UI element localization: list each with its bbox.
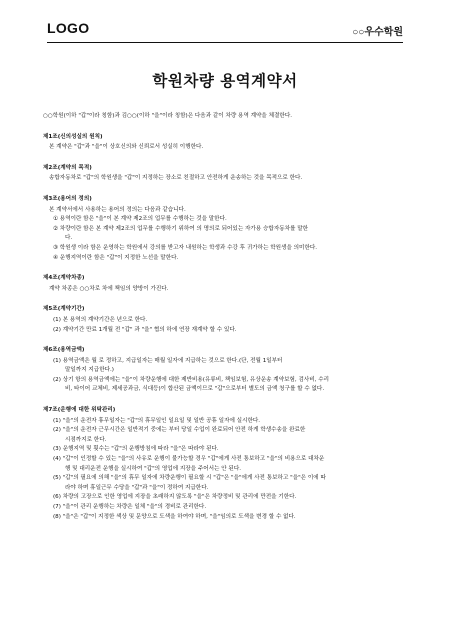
article-heading: 제2조(계약의 목적): [43, 164, 92, 171]
article-heading: 제1조(신의성실의 원칙): [43, 133, 103, 140]
article-line: (1) 본 용역의 계약기간은 년으로 한다.: [53, 316, 148, 323]
article-line: 말일까지 지급한다.): [65, 367, 114, 374]
intro-paragraph: ○○학원(이하 "갑"이라 칭함)과 김○○(이하 "을"이라 칭함)은 다음과 같이 차량 용역 계약을 체결한다.: [43, 113, 293, 119]
logo: LOGO: [47, 20, 90, 36]
article-line: (1) 용역금액은 월 로 정하고, 지급일자는 매월 일자에 지급하는 것으로 한다.(단, 전월 1일부터: [53, 357, 283, 364]
article-line: 송합자동차로 "갑"의 학원생을 "갑"이 지정하는 장소로 친절하고 안전하게 운송하는 것을 목적으로 한다.: [49, 175, 303, 182]
article-line: 행 및 대리운전 운행을 실시하여 "갑"의 영업에 지장을 주어서는 안 된다.: [65, 465, 242, 472]
header-rule: [47, 42, 403, 43]
article-4: [43, 274, 407, 294]
article-line: (4) "갑"이 인정할 수 있는 "을"의 사유로 운행이 불가능할 경우 "갑"에게 사전 통보하고 "을"의 비용으로 대차운: [53, 456, 325, 463]
article-line: (8) "을"은 "갑"이 지정한 색상 및 문양으로 도색을 하여야 하며, "을"임의로 도색을 변경 할 수 없다.: [53, 513, 296, 520]
article-line: (1) "을"의 운전자 휴무일자는 "갑"의 휴무일인 일요일 및 일반 공휴 일자에 실시한다.: [53, 417, 261, 424]
article-line: (2) "을"의 운전자 근무시간은 일반적기 중에는 부터 당일 수업이 완료되어 안전 하게 학생수송을 완료한: [53, 427, 306, 434]
article-line: (3) 운행지역 및 횟수는 "갑"의 운행방침에 따라 "을"은 따라야 된다.: [53, 446, 219, 453]
article-line: 본 계약서에서 사용하는 용어의 정의는 다음과 같습니다.: [49, 206, 186, 213]
academy-name: ○○우수학원: [352, 27, 403, 38]
article-line: ① 용역이란 함은 "을"이 본 계약 제2조의 업무를 수행하는 것을 말한다.: [53, 216, 227, 223]
contract-body: [43, 112, 407, 522]
article-heading: 제7조(운행에 대한 위탁관리): [43, 407, 116, 414]
article-heading: 제3조(용어의 정의): [43, 195, 92, 202]
article-5: [43, 305, 407, 335]
article-heading: 제6조(용역금액): [43, 347, 85, 354]
article-line: 계약 차종은 ○○차로 차에 책임의 양방이 가진다.: [49, 285, 169, 292]
article-heading: 제4조(계약차종): [43, 275, 85, 282]
article-line: 비, 타이어 교체비, 제세공과금, 식대등)이 합산된 금액이므로 "갑"으로부터 별도의 금액 청구를 할 수 없다.: [65, 386, 325, 393]
article-6: [43, 346, 407, 395]
article-line: 라야 하며 휴일근무 수당을 "갑"과 "을"이 정하여 지급한다.: [65, 484, 209, 491]
article-line: (2) 계약기간 만료 1개월 전 "갑" 과 "을" 협의 하에 연장 재계약 할 수 있다.: [53, 326, 237, 333]
article-line: ② 차량이란 함은 본 계약 제2조의 업무를 수행하기 위하여 의 명의로 되어있는 자가용 승합자동차를 말한: [53, 225, 309, 232]
article-line: ④ 운행지역이란 함은 "갑"이 지정한 노선을 말한다.: [53, 254, 179, 261]
article-line: 본 계약은 "갑"과 "을"이 상호신의와 신뢰로서 성실히 이행한다.: [49, 144, 204, 151]
article-line: ③ 학원생 이라 함은 운영하는 학원에서 강의를 받고자 내원하는 학생과 수강 후 귀가하는 학원생을 의미한다.: [53, 244, 318, 251]
article-7: [43, 406, 407, 522]
article-1: [43, 133, 407, 153]
article-heading: 제5조(계약기간): [43, 306, 85, 313]
article-line: 다.: [65, 235, 73, 242]
article-line: 시점까지로 한다.: [65, 436, 107, 443]
page-header: [47, 20, 403, 42]
article-line: (5) "갑"의 필요에 의해 "을"의 휴무 일자에 차량운행이 필요할 시 "갑"은 "을"에게 사전 통보하고 "을"은 이에 따: [53, 475, 326, 482]
article-line: (6) 차량의 고장으로 인한 영업에 지장을 초래하지 않도록 "을"은 차량정비 및 관리에 만전을 기한다.: [53, 494, 297, 501]
article-line: (7) "을"이 관리 운행하는 차량은 일체 "을"의 경비로 관리한다.: [53, 504, 207, 510]
article-2: [43, 164, 407, 184]
article-3: [43, 195, 407, 263]
page-title: 학원차량 용역계약서: [152, 72, 298, 90]
article-line: (2) 상기 항의 용역금액에는 "을"이 차량운행에 대한 제반비용(유류비, 책임보험, 유상운송 계약보험, 검사비, 수리: [53, 376, 330, 383]
